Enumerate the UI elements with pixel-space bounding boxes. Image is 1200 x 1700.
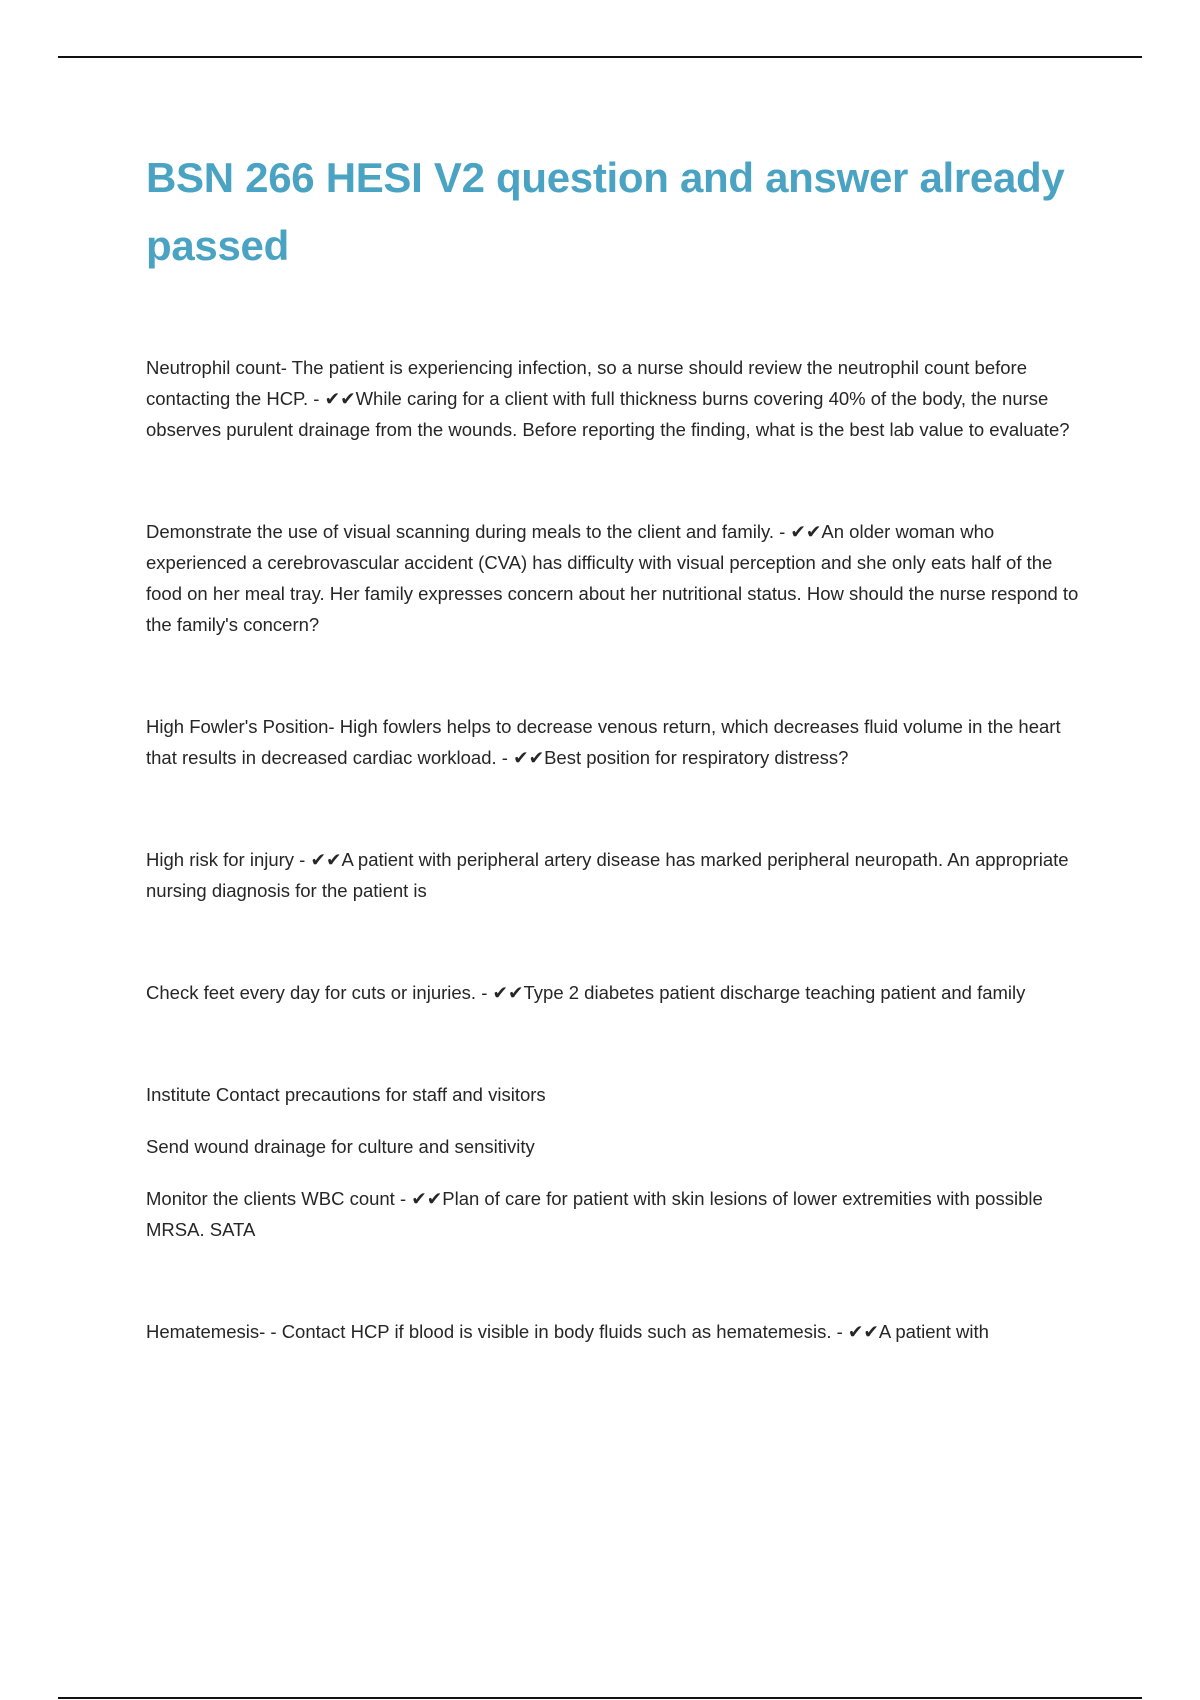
document-body xyxy=(146,352,1092,1347)
qa-paragraph: Check feet every day for cuts or injuries. - ✔✔Type 2 diabetes patient discharge teaching patient and family xyxy=(146,982,1026,1003)
qa-paragraph: High Fowler's Position- High fowlers helps to decrease venous return, which decreases fluid volume in the heart that results in decreased cardiac workload. - ✔✔Best position for respiratory distress? xyxy=(146,716,1061,768)
qa-paragraph: Hematemesis- - Contact HCP if blood is visible in body fluids such as hematemesis. - ✔✔A patient with xyxy=(146,1321,989,1342)
answer-line: Institute Contact precautions for staff and visitors xyxy=(146,1084,546,1105)
document-title: BSN 266 HESI V2 question and answer already passed xyxy=(146,154,1065,269)
footer-rule xyxy=(58,1697,1142,1699)
qa-paragraph: Neutrophil count- The patient is experiencing infection, so a nurse should review the neutrophil count before contacting the HCP. - ✔✔While caring for a client with full thickness burns covering 40% of the body, the nurse observes purulent drainage from the wounds. Before reporting the finding, what is the best lab value to evaluate? xyxy=(146,357,1070,440)
header-rule xyxy=(58,56,1142,58)
qa-paragraph: Monitor the clients WBC count - ✔✔Plan of care for patient with skin lesions of lower extremities with possible MRSA. SATA xyxy=(146,1188,1043,1240)
answer-line: Send wound drainage for culture and sensitivity xyxy=(146,1136,535,1157)
qa-paragraph: High risk for injury - ✔✔A patient with peripheral artery disease has marked peripheral neuropath. An appropriate nursing diagnosis for the patient is xyxy=(146,849,1069,901)
qa-paragraph: Demonstrate the use of visual scanning during meals to the client and family. - ✔✔An older woman who experienced a cerebrovascular accident (CVA) has difficulty with visual perception and she only eats half of the food on her meal tray. Her family expresses concern about her nutritional status. How should the nurse respond to the family's concern? xyxy=(146,521,1079,635)
